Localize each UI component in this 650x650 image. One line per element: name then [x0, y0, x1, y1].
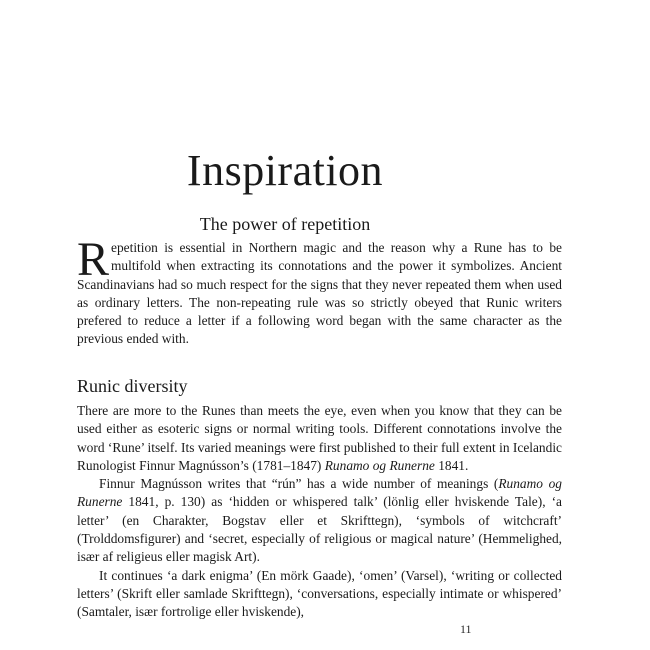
- drop-cap: R: [77, 233, 110, 286]
- runic-paragraph-3: It continues ‘a dark enigma’ (En mörk Gaade), ‘omen’ (Varsel), ‘writing or collected letters’ (Skrift eller samlade Skrifttegn), ‘conversations, especially intimate or whispered’ (Samtaler, især fortrolige eller hviskende),: [77, 567, 562, 620]
- runic-paragraph-1: [77, 402, 562, 475]
- runic-paragraph-2: [77, 475, 562, 566]
- book-title-italic-2: Runamo og Runerne: [77, 476, 562, 510]
- runic-diversity-body: [77, 402, 562, 622]
- book-title-italic: Runamo og Runerne: [324, 457, 435, 473]
- intro-paragraph: [77, 233, 562, 349]
- runic-paragraph-1-text: There are more to the Runes than meets the eye, even when you know that they can be used either as esoteric signs or normal writing tools. Different connotations involve the word ‘Rune’ itself. Its varied meanings were first published to their full extent in Icelandic Runologist Finnur Magnússon’s (1781–1847): [77, 403, 562, 473]
- runic-paragraph-2-start: Finnur Magnússon writes that “rún” has a wide number of meanings (: [99, 476, 499, 492]
- intro-paragraph-text: epetition is essential in Northern magic and the reason why a Rune has to be multifold when extracting its connotations and the power it symbolizes. Ancient Scandinavians had so much respect for the signs that they never repeated them when used as ordinary letters. The non-repeating rule was so strictly obeyed that Runic writers prefered to reduce a letter if a following word began with the same character as the previous ended with.: [77, 240, 562, 347]
- subsection-heading: Runic diversity: [77, 376, 188, 396]
- page-number: 11: [460, 622, 472, 636]
- section-heading: The power of repetition: [199, 214, 371, 234]
- chapter-title: Inspiration: [186, 146, 384, 195]
- runic-paragraph-2-end: 1841, p. 130) as ‘hidden or whispered talk’ (lönlig eller hviskende Tale), ‘a letter’ (en Charakter, Bogstav eller et Skrifttegn), ‘symbols of witchcraft’ (Trolddomsfigurer) and ‘secret, especially of religious or magical nature’ (Hemmelighed, især af religieus eller magisk Art).: [77, 494, 562, 565]
- runic-paragraph-1-end: 1841.: [434, 457, 469, 473]
